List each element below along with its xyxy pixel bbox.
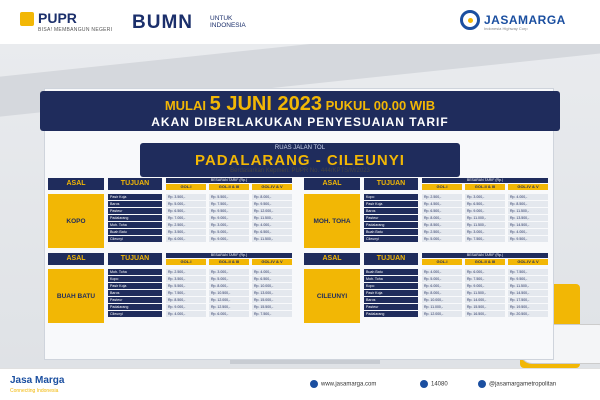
table-row bbox=[364, 215, 548, 222]
footer-brand: Jasa Marga bbox=[10, 375, 65, 386]
banner-prefix: MULAI bbox=[164, 98, 207, 113]
website-link[interactable] bbox=[310, 380, 376, 388]
table-row bbox=[108, 208, 292, 215]
destination-cell: Moh. Toha bbox=[364, 276, 418, 282]
tariff-gol1-cell: Rp. 2.500,- bbox=[422, 194, 462, 200]
tariff-gol45-cell: Rp. 8.000,- bbox=[252, 194, 292, 200]
header-gol1: GOL.I bbox=[166, 259, 206, 265]
header-gol23: GOL.II & III bbox=[465, 184, 505, 190]
header bbox=[0, 0, 600, 44]
header-gol45: GOL.IV & V bbox=[252, 184, 292, 190]
tariff-gol45-cell: Rp. 11.500,- bbox=[252, 215, 292, 221]
tariff-gol23-cell: Rp. 5.500,- bbox=[209, 194, 249, 200]
destination-cell: Pasteur bbox=[108, 297, 162, 303]
destination-cell: Cileunyi bbox=[108, 236, 162, 242]
destination-cell: Padalarang bbox=[364, 311, 418, 317]
tariff-gol23-cell: Rp. 9.000,- bbox=[465, 283, 505, 289]
destination-cell: Moh. Toha bbox=[108, 222, 162, 228]
tariff-gol45-cell: Rp. 14.500,- bbox=[508, 222, 548, 228]
table-rows bbox=[364, 194, 548, 243]
table-row bbox=[108, 215, 292, 222]
table-row bbox=[108, 283, 292, 290]
tariff-gol45-cell: Rp. 19.500,- bbox=[508, 304, 548, 310]
phone-link[interactable] bbox=[420, 380, 448, 388]
tariff-gol23-cell: Rp. 3.000,- bbox=[465, 194, 505, 200]
table-rows bbox=[108, 269, 292, 318]
website-text: www.jasamarga.com bbox=[321, 381, 377, 388]
header-tujuan: TUJUAN bbox=[364, 253, 418, 265]
tariff-gol1-cell: Rp. 5.000,- bbox=[422, 276, 462, 282]
tariff-gol1-cell: Rp. 6.500,- bbox=[166, 208, 206, 214]
tariff-gol1-cell: Rp. 8.500,- bbox=[422, 222, 462, 228]
social-link[interactable] bbox=[478, 380, 556, 388]
tariff-gol1-cell: Rp. 7.500,- bbox=[166, 290, 206, 296]
tariff-table bbox=[48, 253, 292, 323]
tariff-gol23-cell: Rp. 3.000,- bbox=[209, 269, 249, 275]
table-row bbox=[364, 304, 548, 311]
header-asal: ASAL bbox=[304, 178, 360, 190]
tariff-gol45-cell: Rp. 12.000,- bbox=[252, 208, 292, 214]
footer-tagline: Connecting Indonesia bbox=[10, 388, 59, 394]
tariff-gol23-cell: Rp. 6.000,- bbox=[209, 311, 249, 317]
tariff-gol1-cell: Rp. 6.500,- bbox=[422, 208, 462, 214]
tariff-gol1-cell: Rp. 4.500,- bbox=[422, 201, 462, 207]
table-row bbox=[108, 229, 292, 236]
table-row bbox=[108, 276, 292, 283]
destination-cell: Padalarang bbox=[364, 222, 418, 228]
banner-time: PUKUL 00.00 WIB bbox=[325, 98, 436, 113]
header-gol23: GOL.II & III bbox=[465, 259, 505, 265]
header-tarif: BESARAN TARIF (Rp.) bbox=[166, 178, 292, 183]
table-row bbox=[364, 201, 548, 208]
tariff-gol1-cell: Rp. 3.500,- bbox=[166, 194, 206, 200]
destination-cell: Padalarang bbox=[108, 304, 162, 310]
header-tujuan: TUJUAN bbox=[108, 253, 162, 265]
jasamarga-logo-text: JASAMARGA bbox=[484, 13, 566, 27]
header-asal: ASAL bbox=[48, 178, 104, 190]
header-tarif: BESARAN TARIF (Rp.) bbox=[166, 253, 292, 258]
table-row bbox=[108, 297, 292, 304]
tariff-gol45-cell: Rp. 14.500,- bbox=[508, 290, 548, 296]
header-asal: ASAL bbox=[304, 253, 360, 265]
tariff-gol45-cell: Rp. 8.500,- bbox=[508, 201, 548, 207]
tariff-gol45-cell: Rp. 15.500,- bbox=[252, 304, 292, 310]
tariff-gol45-cell: Rp. 7.500,- bbox=[508, 269, 548, 275]
destination-cell: Pasteur bbox=[364, 215, 418, 221]
pupr-logo[interactable] bbox=[20, 10, 120, 36]
tariff-gol45-cell: Rp. 4.000,- bbox=[252, 222, 292, 228]
table-header bbox=[304, 253, 548, 267]
destination-cell: Buah Batu bbox=[108, 229, 162, 235]
table-row bbox=[364, 276, 548, 283]
tariff-gol1-cell: Rp. 6.000,- bbox=[422, 283, 462, 289]
tariff-gol45-cell: Rp. 7.500,- bbox=[252, 311, 292, 317]
tariff-gol45-cell: Rp. 13.000,- bbox=[252, 290, 292, 296]
header-gol1: GOL.I bbox=[166, 184, 206, 190]
tariff-table bbox=[48, 178, 292, 248]
destination-cell: Buah Batu bbox=[364, 229, 418, 235]
tariff-gol45-cell: Rp. 9.500,- bbox=[508, 236, 548, 242]
destination-cell: Pasteur bbox=[108, 208, 162, 214]
destination-cell: Baros bbox=[364, 208, 418, 214]
social-text: @jasamargametropolitan bbox=[489, 381, 557, 388]
tariff-gol1-cell: Rp. 2.500,- bbox=[166, 269, 206, 275]
destination-cell: Pasteur bbox=[364, 304, 418, 310]
destination-cell: Cileunyi bbox=[108, 311, 162, 317]
header-tarif: BESARAN TARIF (Rp.) bbox=[422, 178, 548, 183]
tariff-gol45-cell: Rp. 4.000,- bbox=[508, 229, 548, 235]
tariff-gol1-cell: Rp. 5.000,- bbox=[166, 201, 206, 207]
table-rows bbox=[108, 194, 292, 243]
header-tujuan: TUJUAN bbox=[108, 178, 162, 190]
tariff-gol23-cell: Rp. 8.000,- bbox=[209, 283, 249, 289]
tariff-gol23-cell: Rp. 9.000,- bbox=[465, 208, 505, 214]
table-header bbox=[304, 178, 548, 192]
tariff-table bbox=[304, 253, 548, 323]
tariff-gol45-cell: Rp. 10.000,- bbox=[252, 283, 292, 289]
destination-cell: Pasir Koja bbox=[364, 201, 418, 207]
destination-cell: Baros bbox=[108, 201, 162, 207]
destination-cell: Pasir Koja bbox=[364, 290, 418, 296]
table-row bbox=[108, 290, 292, 297]
destination-cell: Padalarang bbox=[108, 215, 162, 221]
table-row bbox=[364, 222, 548, 229]
header-tarif: BESARAN TARIF (Rp.) bbox=[422, 253, 548, 258]
route-decree: Berdasarkan Kepmen. PUPR No. 444/KPTS/M/2023 bbox=[230, 168, 370, 174]
destination-cell: Kopo bbox=[364, 194, 418, 200]
jasamarga-emblem-icon bbox=[460, 10, 480, 30]
destination-cell: Kopo bbox=[364, 283, 418, 289]
origin-cell: BUAH BATU bbox=[48, 269, 104, 323]
tariff-gol23-cell: Rp. 11.500,- bbox=[465, 222, 505, 228]
table-header bbox=[48, 178, 292, 192]
tariff-gol23-cell: Rp. 14.000,- bbox=[465, 297, 505, 303]
table-row bbox=[108, 194, 292, 201]
banner-date: 5 JUNI 2023 bbox=[209, 93, 322, 115]
tariff-gol45-cell: Rp. 11.500,- bbox=[252, 236, 292, 242]
tariff-gol45-cell: Rp. 4.000,- bbox=[252, 269, 292, 275]
bumn-logo-text: BUMN bbox=[132, 12, 193, 33]
footer bbox=[0, 368, 600, 400]
header-tujuan: TUJUAN bbox=[364, 178, 418, 190]
tariff-gol1-cell: Rp. 8.000,- bbox=[422, 290, 462, 296]
tariff-gol45-cell: Rp. 11.500,- bbox=[508, 283, 548, 289]
jasamarga-logo[interactable] bbox=[460, 10, 580, 36]
jasamarga-tagline: Indonesia Highway Corp bbox=[484, 26, 528, 31]
tariff-gol23-cell: Rp. 6.500,- bbox=[465, 201, 505, 207]
table-header bbox=[48, 253, 292, 267]
tariff-gol45-cell: Rp. 15.000,- bbox=[252, 297, 292, 303]
tariff-gol23-cell: Rp. 7.500,- bbox=[465, 276, 505, 282]
table-row bbox=[108, 304, 292, 311]
route-name: PADALARANG - CILEUNYI bbox=[195, 152, 405, 169]
tariff-gol45-cell: Rp. 11.500,- bbox=[508, 208, 548, 214]
tariff-gol23-cell: Rp. 7.500,- bbox=[209, 201, 249, 207]
tariff-gol23-cell: Rp. 15.500,- bbox=[465, 304, 505, 310]
tariff-gol1-cell: Rp. 8.000,- bbox=[422, 215, 462, 221]
route-label: RUAS JALAN TOL bbox=[274, 145, 326, 151]
tariff-gol23-cell: Rp. 11.500,- bbox=[465, 290, 505, 296]
banner-headline bbox=[40, 93, 560, 116]
table-row bbox=[364, 297, 548, 304]
tariff-gol23-cell: Rp. 12.500,- bbox=[209, 304, 249, 310]
tariff-gol23-cell: Rp. 3.000,- bbox=[465, 229, 505, 235]
announcement-banner bbox=[40, 91, 560, 131]
table-row bbox=[364, 194, 548, 201]
bumn-tagline: UNTUK INDONESIA bbox=[210, 15, 246, 29]
table-row bbox=[364, 283, 548, 290]
table-row bbox=[108, 236, 292, 243]
tariff-gol1-cell: Rp. 3.500,- bbox=[166, 229, 206, 235]
emblem-dot bbox=[468, 18, 473, 23]
tariff-gol23-cell: Rp. 10.500,- bbox=[209, 290, 249, 296]
table-rows bbox=[364, 269, 548, 318]
header-gol45: GOL.IV & V bbox=[508, 184, 548, 190]
tariff-gol23-cell: Rp. 16.500,- bbox=[465, 311, 505, 317]
tariff-gol23-cell: Rp. 6.000,- bbox=[465, 269, 505, 275]
table-row bbox=[108, 222, 292, 229]
table-row bbox=[364, 290, 548, 297]
tariff-gol23-cell: Rp. 5.000,- bbox=[209, 276, 249, 282]
destination-cell: Buah Batu bbox=[364, 269, 418, 275]
table-row bbox=[108, 201, 292, 208]
banner-subline: AKAN DIBERLAKUKAN PENYESUAIAN TARIF bbox=[151, 115, 449, 129]
header-gol45: GOL.IV & V bbox=[508, 259, 548, 265]
tariff-gol45-cell: Rp. 9.500,- bbox=[508, 276, 548, 282]
header-gol23: GOL.II & III bbox=[209, 259, 249, 265]
tariff-gol1-cell: Rp. 2.500,- bbox=[422, 229, 462, 235]
table-row bbox=[364, 311, 548, 318]
origin-cell: MOH. TOHA bbox=[304, 194, 360, 248]
bumn-logo[interactable] bbox=[132, 12, 252, 34]
tariff-gol45-cell: Rp. 9.500,- bbox=[252, 201, 292, 207]
table-row bbox=[108, 311, 292, 318]
destination-cell: Baros bbox=[108, 290, 162, 296]
tariff-gol1-cell: Rp. 5.000,- bbox=[422, 236, 462, 242]
tariff-gol1-cell: Rp. 4.000,- bbox=[422, 269, 462, 275]
table-row bbox=[364, 269, 548, 276]
pupr-mark-icon bbox=[20, 12, 34, 26]
tariff-gol45-cell: Rp. 17.500,- bbox=[508, 297, 548, 303]
table-row bbox=[364, 208, 548, 215]
table-row bbox=[364, 236, 548, 243]
tariff-gol23-cell: Rp. 9.000,- bbox=[209, 215, 249, 221]
origin-cell: KOPO bbox=[48, 194, 104, 248]
tariff-table bbox=[304, 178, 548, 248]
table-row bbox=[108, 269, 292, 276]
tariff-gol45-cell: Rp. 20.500,- bbox=[508, 311, 548, 317]
tariff-gol1-cell: Rp. 10.000,- bbox=[422, 297, 462, 303]
tariff-gol1-cell: Rp. 8.500,- bbox=[166, 297, 206, 303]
tariff-gol45-cell: Rp. 6.500,- bbox=[252, 276, 292, 282]
tariff-gol23-cell: Rp. 3.000,- bbox=[209, 222, 249, 228]
instagram-icon bbox=[478, 380, 486, 388]
origin-cell: CILEUNYI bbox=[304, 269, 360, 323]
pupr-logo-text: PUPR bbox=[38, 10, 77, 26]
tariff-gol23-cell: Rp. 5.000,- bbox=[209, 229, 249, 235]
header-gol23: GOL.II & III bbox=[209, 184, 249, 190]
header-gol1: GOL.I bbox=[422, 184, 462, 190]
tariff-gol1-cell: Rp. 11.000,- bbox=[422, 304, 462, 310]
tariff-gol1-cell: Rp. 6.000,- bbox=[166, 236, 206, 242]
tariff-gol23-cell: Rp. 9.000,- bbox=[209, 236, 249, 242]
header-gol45: GOL.IV & V bbox=[252, 259, 292, 265]
tariff-gol45-cell: Rp. 6.500,- bbox=[252, 229, 292, 235]
destination-cell: Baros bbox=[364, 297, 418, 303]
tariff-gol23-cell: Rp. 7.500,- bbox=[465, 236, 505, 242]
destination-cell: Pasir Koja bbox=[108, 194, 162, 200]
destination-cell: Moh. Toha bbox=[108, 269, 162, 275]
tariff-gol1-cell: Rp. 2.500,- bbox=[166, 222, 206, 228]
tariff-gol23-cell: Rp. 12.000,- bbox=[209, 297, 249, 303]
tariff-gol1-cell: Rp. 4.000,- bbox=[166, 311, 206, 317]
tariff-gol45-cell: Rp. 13.500,- bbox=[508, 215, 548, 221]
tariff-gol23-cell: Rp. 11.000,- bbox=[465, 215, 505, 221]
header-gol1: GOL.I bbox=[422, 259, 462, 265]
phone-text: 14080 bbox=[431, 381, 448, 388]
globe-icon bbox=[310, 380, 318, 388]
tariff-gol1-cell: Rp. 5.500,- bbox=[166, 283, 206, 289]
destination-cell: Kopo bbox=[108, 276, 162, 282]
tariff-gol1-cell: Rp. 7.000,- bbox=[166, 215, 206, 221]
pupr-tagline: BISA! MEMBANGUN NEGERI bbox=[38, 27, 113, 33]
destination-cell: Pasir Koja bbox=[108, 283, 162, 289]
header-asal: ASAL bbox=[48, 253, 104, 265]
tariff-gol1-cell: Rp. 3.500,- bbox=[166, 276, 206, 282]
table-row bbox=[364, 229, 548, 236]
destination-cell: Cileunyi bbox=[364, 236, 418, 242]
tariff-gol1-cell: Rp. 9.000,- bbox=[166, 304, 206, 310]
phone-icon bbox=[420, 380, 428, 388]
tariff-gol1-cell: Rp. 12.000,- bbox=[422, 311, 462, 317]
tariff-gol23-cell: Rp. 9.500,- bbox=[209, 208, 249, 214]
tariff-gol45-cell: Rp. 4.000,- bbox=[508, 194, 548, 200]
